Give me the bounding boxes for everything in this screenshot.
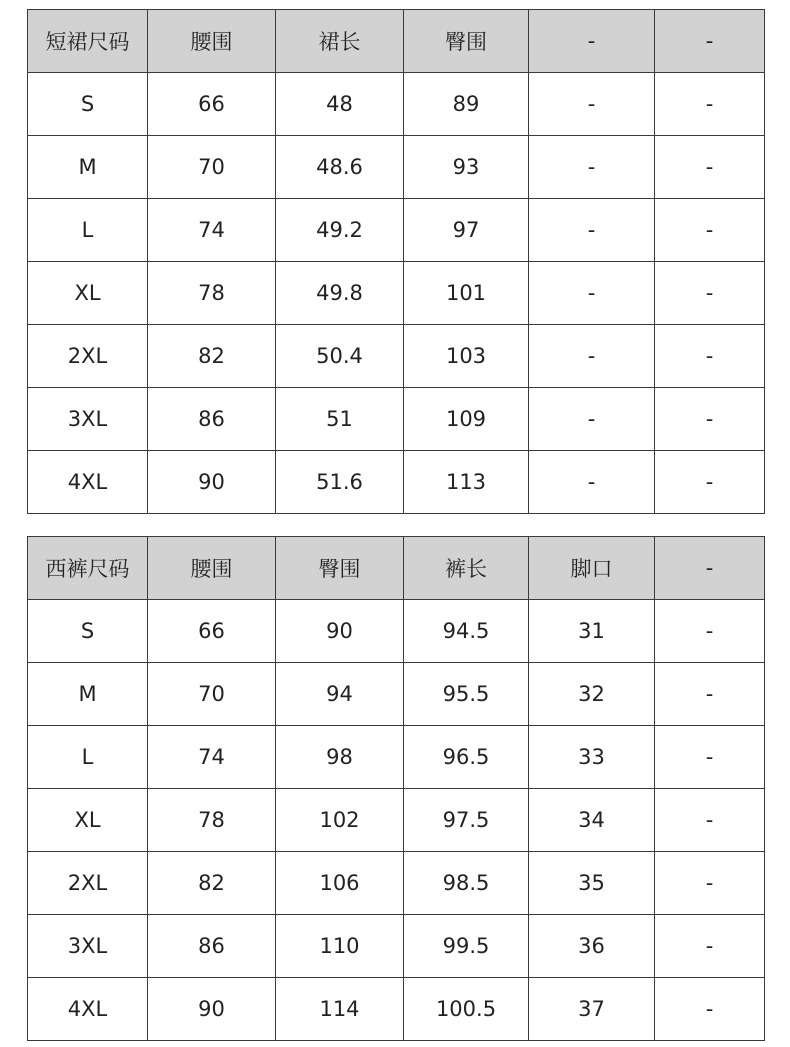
table-cell: 74: [148, 199, 276, 262]
table-cell: 49.2: [276, 199, 404, 262]
table-cell: 66: [148, 73, 276, 136]
header-cell-pants-length: 裤长: [404, 537, 529, 600]
table-cell: -: [655, 451, 765, 514]
table-cell: XL: [28, 262, 148, 325]
table-cell: 97.5: [404, 789, 529, 852]
table-cell: 90: [148, 978, 276, 1041]
header-cell-empty: -: [655, 10, 765, 73]
table-cell: 102: [276, 789, 404, 852]
skirt-size-table: [27, 9, 765, 514]
table-cell: 98.5: [404, 852, 529, 915]
table-cell: 74: [148, 726, 276, 789]
table-cell: -: [655, 852, 765, 915]
table-cell: -: [529, 451, 655, 514]
table-row: [28, 600, 765, 663]
table-cell: 66: [148, 600, 276, 663]
table-row: [28, 73, 765, 136]
trousers-size-table-header: [28, 537, 765, 600]
table-cell: 51.6: [276, 451, 404, 514]
table-cell: 37: [529, 978, 655, 1041]
table-cell: 70: [148, 136, 276, 199]
table-cell: 82: [148, 325, 276, 388]
table-cell: 78: [148, 789, 276, 852]
table-cell: 3XL: [28, 388, 148, 451]
table-cell: 4XL: [28, 978, 148, 1041]
table-cell: 50.4: [276, 325, 404, 388]
table-cell: 89: [404, 73, 529, 136]
table-cell: 94: [276, 663, 404, 726]
header-cell-hip: 臀围: [276, 537, 404, 600]
table-cell: 82: [148, 852, 276, 915]
header-cell-waist: 腰围: [148, 10, 276, 73]
table-cell: 4XL: [28, 451, 148, 514]
table-cell: 95.5: [404, 663, 529, 726]
table-cell: L: [28, 726, 148, 789]
table-cell: -: [529, 199, 655, 262]
table-cell: 90: [276, 600, 404, 663]
table-row: [28, 663, 765, 726]
table-cell: 70: [148, 663, 276, 726]
trousers-size-table-body: [28, 600, 765, 1041]
table-row: [28, 726, 765, 789]
table-cell: 106: [276, 852, 404, 915]
table-cell: 99.5: [404, 915, 529, 978]
table-cell: -: [655, 136, 765, 199]
table-cell: 51: [276, 388, 404, 451]
table-cell: -: [655, 726, 765, 789]
header-cell-leg-opening: 脚口: [529, 537, 655, 600]
header-cell-hip: 臀围: [404, 10, 529, 73]
table-row: [28, 388, 765, 451]
table-cell: -: [655, 199, 765, 262]
header-cell-size: 西裤尺码: [28, 537, 148, 600]
table-cell: L: [28, 199, 148, 262]
table-cell: 48.6: [276, 136, 404, 199]
table-cell: 103: [404, 325, 529, 388]
table-row: [28, 789, 765, 852]
table-cell: -: [655, 915, 765, 978]
header-row: [28, 10, 765, 73]
table-cell: 2XL: [28, 325, 148, 388]
table-row: [28, 325, 765, 388]
header-cell-empty: -: [655, 537, 765, 600]
table-cell: 90: [148, 451, 276, 514]
table-cell: -: [529, 73, 655, 136]
table-cell: 98: [276, 726, 404, 789]
table-cell: 113: [404, 451, 529, 514]
table-cell: 48: [276, 73, 404, 136]
table-cell: S: [28, 73, 148, 136]
table-cell: -: [655, 789, 765, 852]
table-cell: 36: [529, 915, 655, 978]
table-cell: 35: [529, 852, 655, 915]
table-cell: 33: [529, 726, 655, 789]
table-row: [28, 852, 765, 915]
header-cell-empty: -: [529, 10, 655, 73]
table-cell: M: [28, 663, 148, 726]
header-cell-waist: 腰围: [148, 537, 276, 600]
header-cell-skirt-length: 裙长: [276, 10, 404, 73]
table-row: [28, 262, 765, 325]
table-cell: 96.5: [404, 726, 529, 789]
table-cell: 86: [148, 388, 276, 451]
table-cell: -: [529, 325, 655, 388]
table-cell: 32: [529, 663, 655, 726]
table-row: [28, 136, 765, 199]
table-cell: 97: [404, 199, 529, 262]
table-cell: 2XL: [28, 852, 148, 915]
table-row: [28, 199, 765, 262]
table-cell: 109: [404, 388, 529, 451]
table-cell: 114: [276, 978, 404, 1041]
table-row: [28, 915, 765, 978]
table-cell: -: [655, 978, 765, 1041]
table-cell: -: [655, 600, 765, 663]
table-cell: 100.5: [404, 978, 529, 1041]
table-cell: -: [655, 325, 765, 388]
table-cell: XL: [28, 789, 148, 852]
table-cell: 94.5: [404, 600, 529, 663]
trousers-size-table: [27, 536, 765, 1041]
table-row: [28, 451, 765, 514]
table-cell: -: [655, 262, 765, 325]
table-cell: 31: [529, 600, 655, 663]
skirt-size-table-header: [28, 10, 765, 73]
table-cell: 101: [404, 262, 529, 325]
table-cell: -: [529, 262, 655, 325]
table-cell: 3XL: [28, 915, 148, 978]
header-cell-size: 短裙尺码: [28, 10, 148, 73]
table-cell: 49.8: [276, 262, 404, 325]
header-row: [28, 537, 765, 600]
skirt-size-table-body: [28, 73, 765, 514]
table-cell: -: [529, 136, 655, 199]
table-cell: 86: [148, 915, 276, 978]
table-cell: -: [655, 73, 765, 136]
table-cell: -: [655, 663, 765, 726]
table-cell: 93: [404, 136, 529, 199]
table-cell: -: [655, 388, 765, 451]
table-cell: 34: [529, 789, 655, 852]
table-row: [28, 978, 765, 1041]
table-cell: 78: [148, 262, 276, 325]
table-cell: S: [28, 600, 148, 663]
table-cell: 110: [276, 915, 404, 978]
table-cell: -: [529, 388, 655, 451]
table-cell: M: [28, 136, 148, 199]
